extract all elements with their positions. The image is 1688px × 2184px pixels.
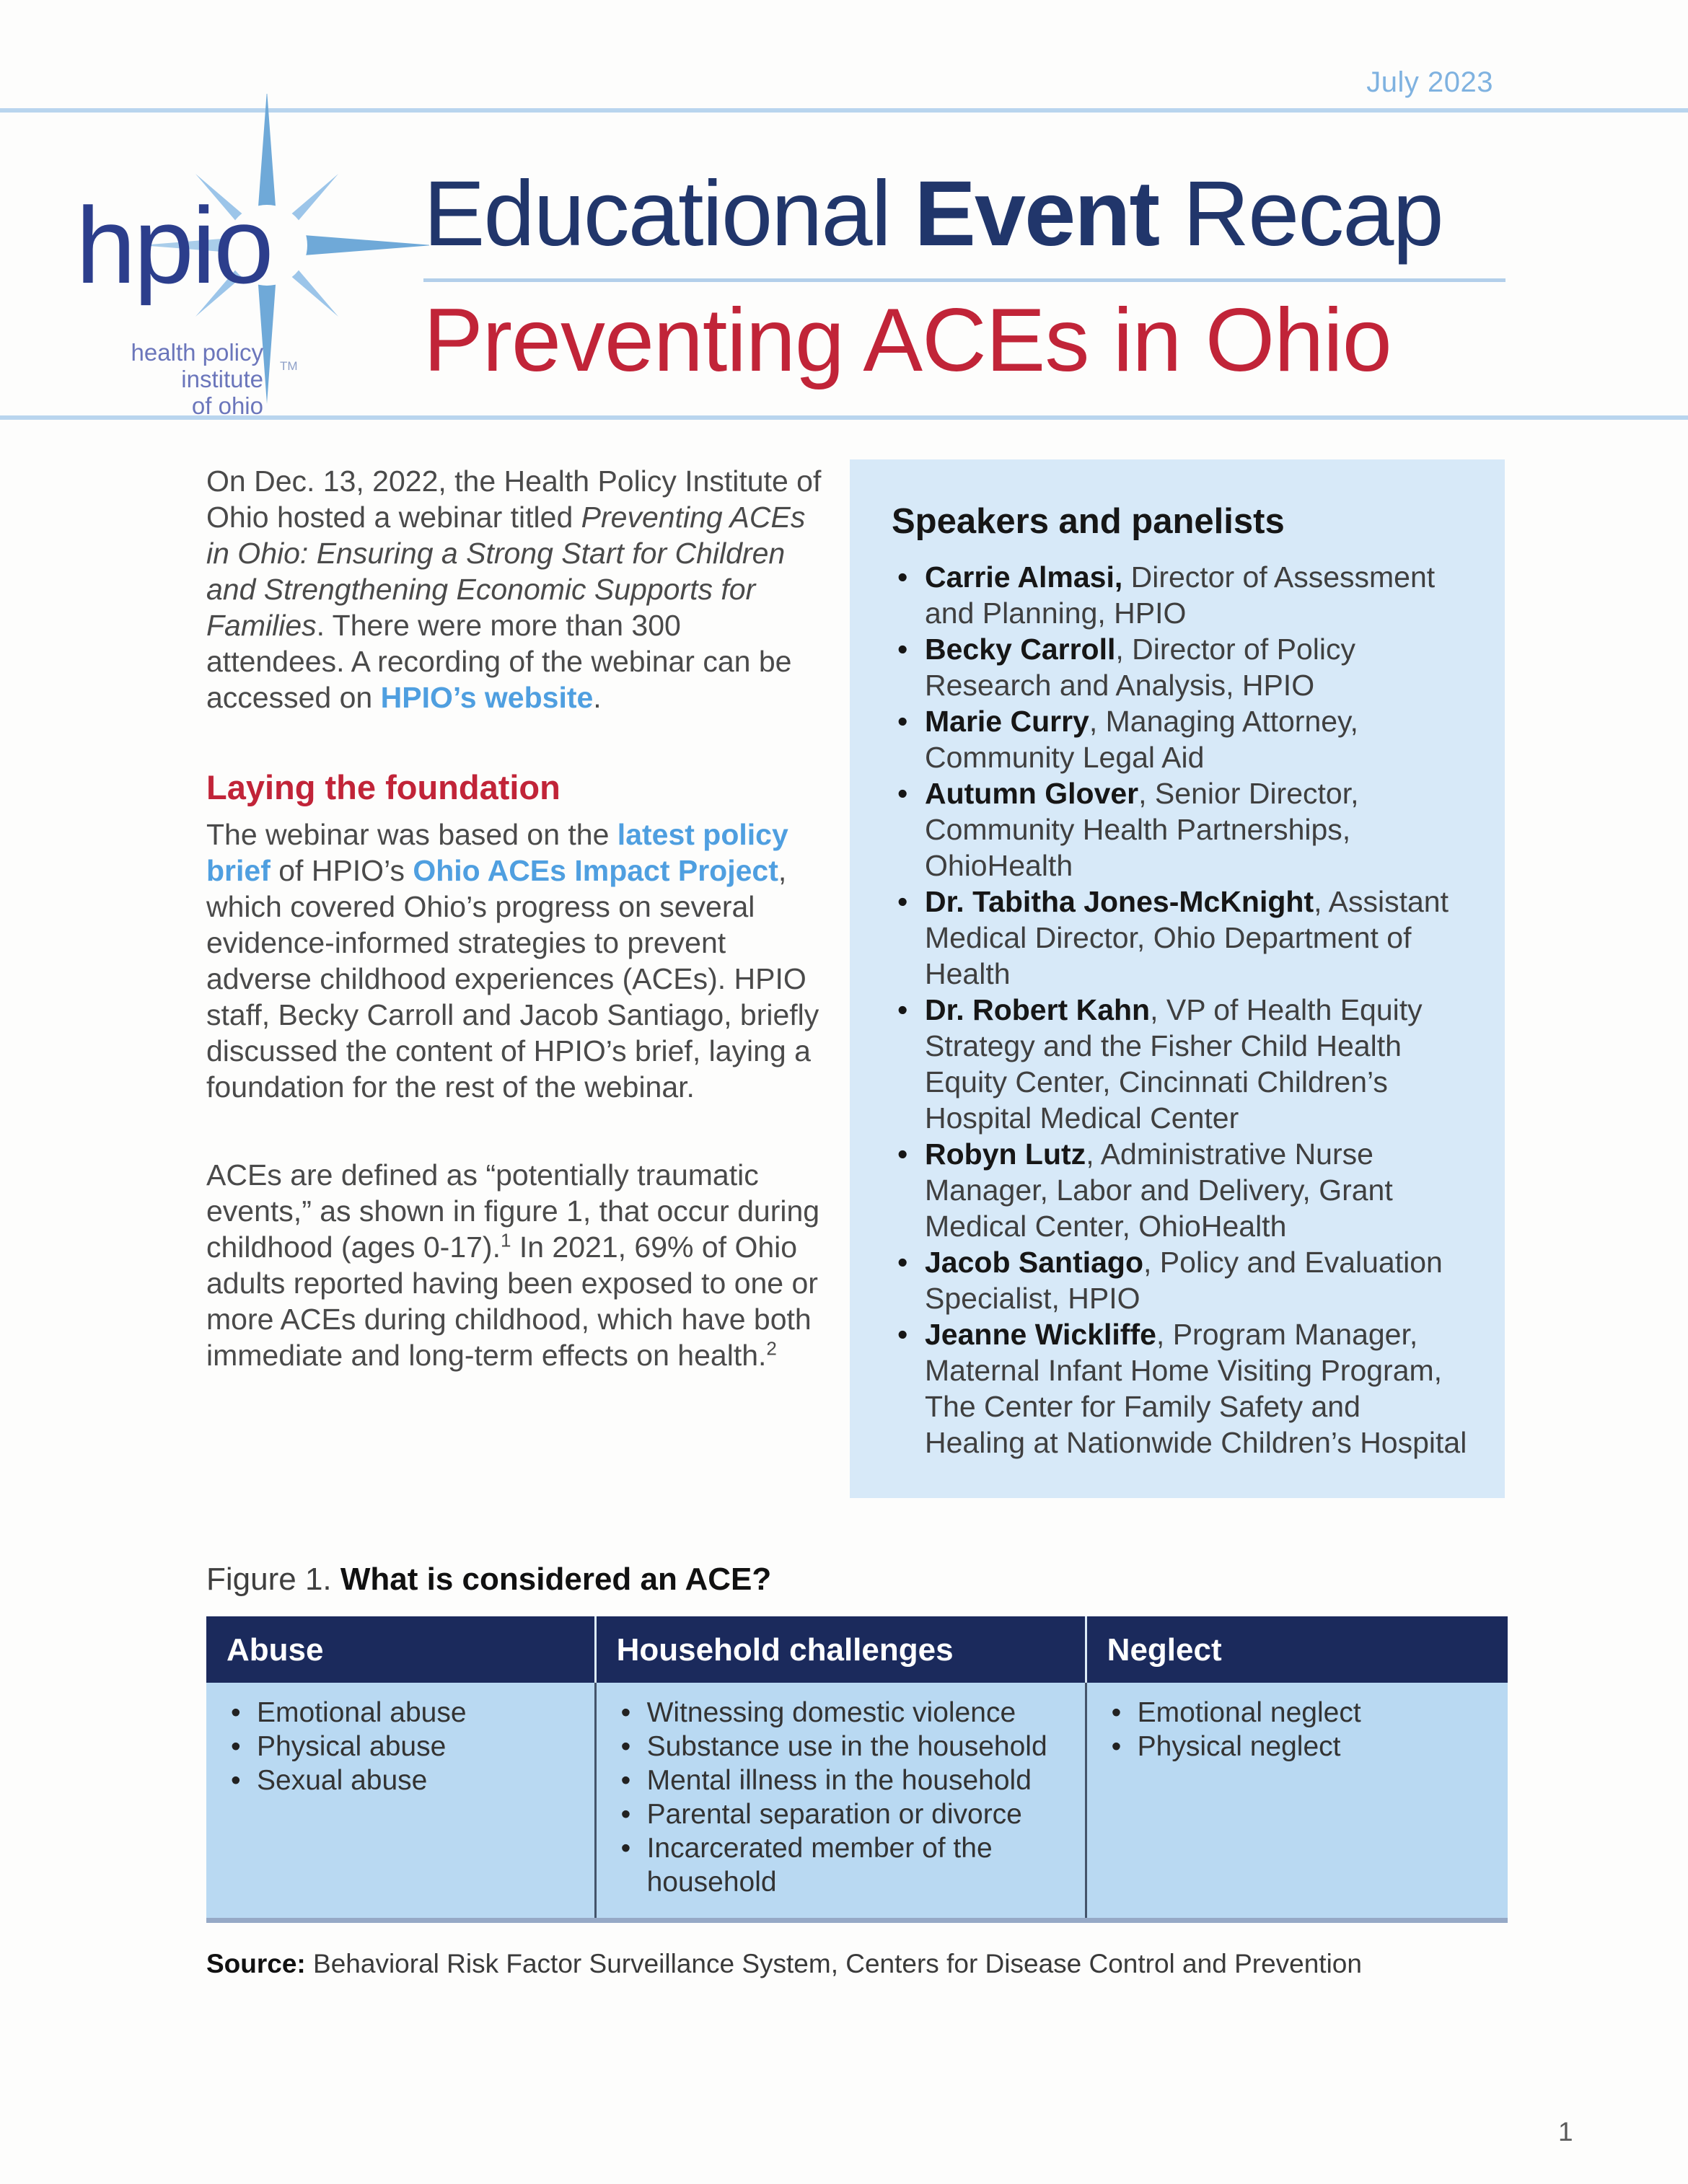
ace-table-body-row: [206, 1683, 1508, 1923]
figure-caption: [206, 1562, 1508, 1598]
source-label: Source:: [206, 1949, 306, 1978]
logo-acronym: hpio: [76, 185, 272, 306]
speaker-role: , Managing Attorney, Community Legal Aid: [925, 705, 1358, 774]
speaker-name: Robyn Lutz: [925, 1137, 1086, 1171]
speaker-name: Autumn Glover: [925, 777, 1139, 810]
page-subtitle: Preventing ACEs in Ohio: [423, 291, 1392, 391]
aces-text-2: In 2021, 69% of Ohio adults reported having been exposed to one or more ACEs during childhood, which have both immediate and long-term effects on health.: [206, 1230, 818, 1372]
logo-subtitle: [54, 339, 263, 419]
speaker-role: , Policy and Evaluation Specialist, HPIO: [925, 1246, 1443, 1315]
hpio-logo: [43, 123, 433, 433]
aces-impact-project-link[interactable]: Ohio ACEs Impact Project: [413, 853, 778, 887]
household-challenges-list: [617, 1696, 1068, 1899]
source-text: Behavioral Risk Factor Surveillance System, Centers for Disease Control and Prevention: [305, 1949, 1362, 1978]
aces-text-1: ACEs are defined as “potentially traumatic events,” as shown in figure 1, that occur during childhood (ages 0-17).: [206, 1158, 820, 1264]
foundation-text-2: of HPIO’s: [270, 853, 413, 887]
table-item: • Physical neglect: [1107, 1730, 1490, 1764]
figure-1: [206, 1562, 1508, 2006]
speaker-name: Jeanne Wickliffe: [925, 1318, 1156, 1351]
speaker-name: Dr. Robert Kahn: [925, 993, 1151, 1026]
footnote-1-marker: 1: [500, 1229, 511, 1251]
speaker-name: Marie Curry: [925, 705, 1089, 738]
figure-caption-title: What is considered an ACE?: [340, 1562, 772, 1597]
abuse-cell: [206, 1683, 594, 1918]
speaker-item: [892, 559, 1467, 631]
sidebar-heading: Speakers and panelists: [892, 502, 1285, 541]
speaker-name: Becky Carroll: [925, 633, 1116, 666]
speaker-role: , Director of Policy Research and Analysis, HPIO: [925, 633, 1356, 702]
section-heading-foundation: Laying the foundation: [206, 768, 561, 806]
ace-table: [206, 1616, 1508, 1923]
table-item: • Mental illness in the household: [617, 1764, 1068, 1797]
table-item: • Witnessing domestic violence: [617, 1696, 1068, 1730]
trademark-mark: TM: [280, 359, 298, 373]
intro-paragraph: [206, 463, 824, 715]
neglect-list: [1107, 1696, 1490, 1764]
speaker-name: Carrie Almasi,: [925, 560, 1123, 594]
table-item: • Sexual abuse: [227, 1764, 577, 1797]
table-item: • Substance use in the household: [617, 1730, 1068, 1764]
issue-date: July 2023: [1366, 66, 1493, 98]
column-header-household-challenges: Household challenges: [594, 1616, 1085, 1683]
footnote-2-marker: 2: [766, 1337, 777, 1360]
speaker-role: Director of Assessment and Planning, HPIO: [925, 560, 1436, 630]
title-underline: [423, 278, 1505, 282]
page-title: [423, 164, 1563, 264]
table-item: • Parental separation or divorce: [617, 1797, 1068, 1831]
page-number: 1: [1558, 2117, 1573, 2146]
webinar-title-italic: Preventing ACEs in Ohio: Ensuring a Strong Start for Children and Strengthening Economic Supports for Families: [206, 501, 806, 642]
aces-definition-paragraph: [206, 1157, 824, 1373]
logo-subtitle-line2: of ohio: [191, 392, 263, 419]
speakers-list: [892, 559, 1467, 1461]
speaker-item: [892, 775, 1467, 884]
column-header-neglect: Neglect: [1085, 1616, 1508, 1683]
ace-table-header-row: [206, 1616, 1508, 1683]
speakers-sidebar: [850, 459, 1505, 1498]
intro-text-2: . There were more than 300 attendees. A recording of the webinar can be accessed on: [206, 609, 792, 714]
speaker-item: [892, 1136, 1467, 1244]
title-bold: Event: [914, 162, 1159, 265]
foundation-text-1: The webinar was based on the: [206, 817, 617, 851]
title-post: Recap: [1159, 162, 1443, 265]
speaker-role: , Administrative Nurse Manager, Labor and Delivery, Grant Medical Center, OhioHealth: [925, 1137, 1393, 1243]
speaker-item: [892, 992, 1467, 1136]
speaker-name: Jacob Santiago: [925, 1246, 1144, 1279]
main-column: [206, 463, 824, 1373]
speaker-item: [892, 884, 1467, 992]
speaker-role: , Program Manager, Maternal Infant Home Visiting Program, The Center for Family Safety and Healing at Nationwide Children’s Hospital: [925, 1318, 1467, 1459]
foundation-paragraph: [206, 816, 824, 1105]
masthead: [423, 162, 1563, 391]
logo-subtitle-line1: health policy institute: [131, 339, 263, 392]
speaker-role: , Senior Director, Community Health Partnerships, OhioHealth: [925, 777, 1359, 882]
policy-brief-link[interactable]: latest policy brief: [206, 817, 788, 887]
figure-caption-prefix: Figure 1.: [206, 1562, 340, 1597]
neglect-cell: [1085, 1683, 1508, 1918]
intro-text-1: On Dec. 13, 2022, the Health Policy Institute of Ohio hosted a webinar titled: [206, 464, 822, 534]
abuse-list: [227, 1696, 577, 1797]
hpio-website-link[interactable]: HPIO’s website: [380, 681, 594, 714]
speaker-item: [892, 703, 1467, 775]
foundation-text-3: , which covered Ohio’s progress on several evidence-informed strategies to prevent adverse childhood experiences (ACEs). HPIO staff, Becky Carroll and Jacob Santiago, briefly discussed the content of HPIO’s brief, laying a foundation for the rest of the webinar.: [206, 853, 819, 1104]
table-item: • Physical abuse: [227, 1730, 577, 1764]
source-note: [206, 1949, 1508, 1979]
speaker-item: [892, 1316, 1467, 1461]
speaker-item: [892, 1244, 1467, 1316]
table-item: • Emotional abuse: [227, 1696, 577, 1730]
title-pre: Educational: [423, 162, 915, 265]
speaker-item: [892, 631, 1467, 703]
speaker-role: , Assistant Medical Director, Ohio Department of Health: [925, 885, 1449, 990]
column-header-abuse: Abuse: [206, 1616, 594, 1683]
table-item: • Incarcerated member of the household: [617, 1831, 1068, 1899]
speaker-name: Dr. Tabitha Jones-McKnight: [925, 885, 1314, 918]
intro-text-3: .: [593, 681, 602, 714]
speaker-role: , VP of Health Equity Strategy and the Fisher Child Health Equity Center, Cincinnati Children’s Hospital Medical Center: [925, 993, 1423, 1135]
household-challenges-cell: [594, 1683, 1085, 1918]
table-item: • Emotional neglect: [1107, 1696, 1490, 1730]
